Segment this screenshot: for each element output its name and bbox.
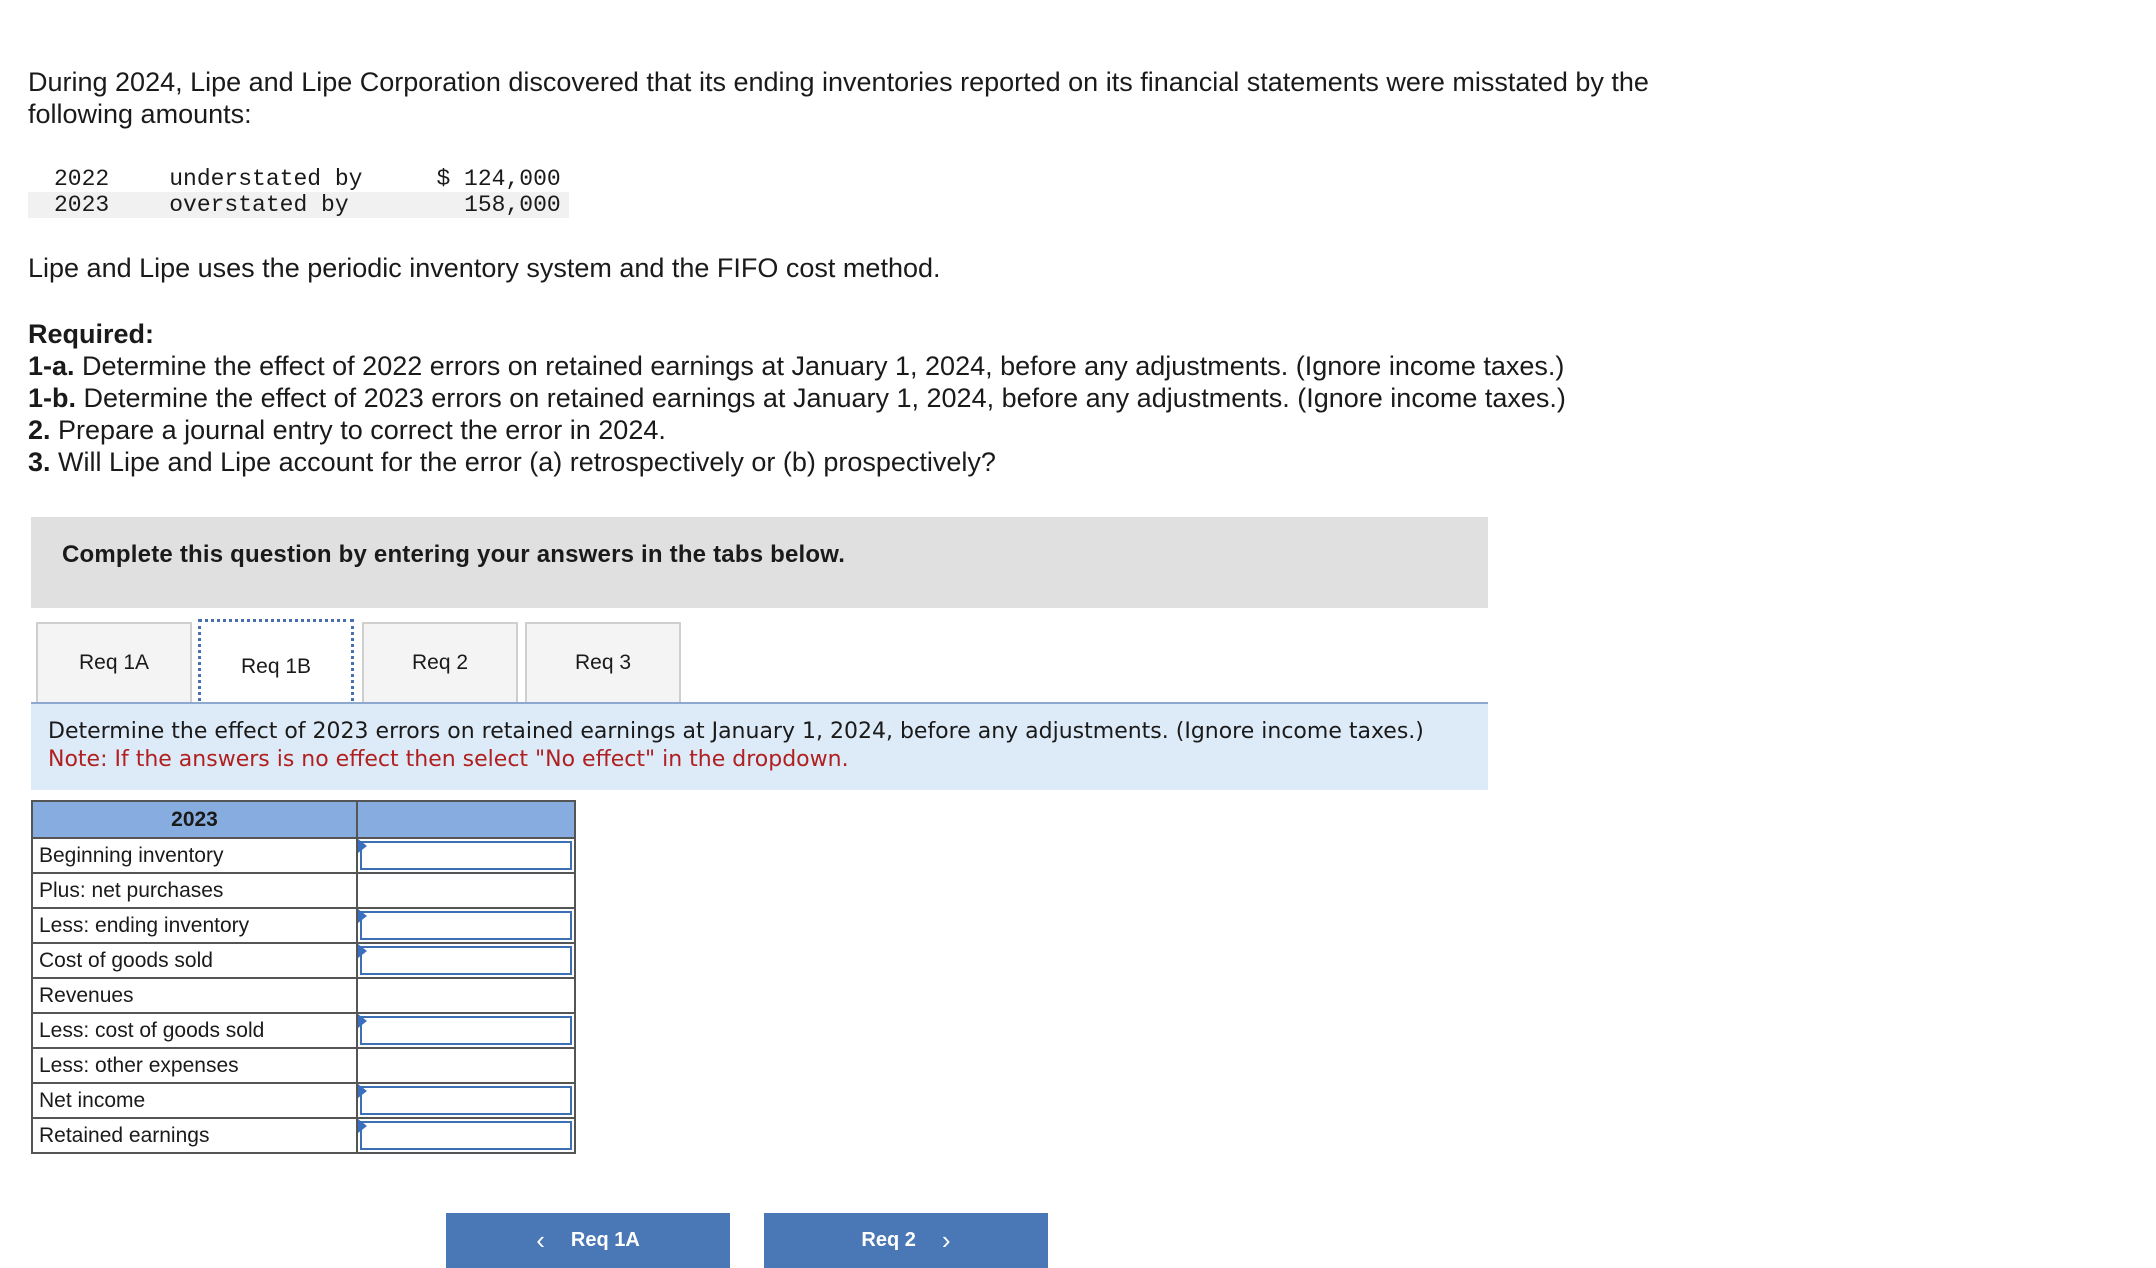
problem-intro: During 2024, Lipe and Lipe Corporation discovered that its ending inventories reported on its financial statements were misstated by the following amounts: [28, 67, 1649, 129]
row-label: Retained earnings [32, 1118, 357, 1153]
requirement-text: Will Lipe and Lipe account for the error (a) retrospectively or (b) prospectively? [50, 447, 996, 477]
requirement-number: 2. [28, 415, 51, 445]
effect-dropdown[interactable] [357, 908, 575, 943]
prev-button-label: Req 1A [570, 1229, 640, 1251]
misstatement-direction: understated by [169, 166, 363, 192]
answer-table-header-blank [357, 801, 575, 838]
dropdown-marker-icon [358, 909, 367, 923]
next-button-label: Req 2 [861, 1229, 916, 1251]
row-label: Cost of goods sold [32, 943, 357, 978]
table-row [32, 1083, 575, 1118]
row-label: Less: cost of goods sold [32, 1013, 357, 1048]
requirement-item [28, 350, 1566, 382]
dropdown-marker-icon [358, 1084, 367, 1098]
row-label: Plus: net purchases [32, 873, 357, 908]
requirements-block [28, 318, 1566, 478]
next-req-button[interactable] [764, 1213, 1048, 1268]
tab-req-3[interactable]: Req 3 [525, 622, 681, 704]
answer-table-header: 2023 [32, 801, 357, 838]
misstatement-row [28, 192, 569, 218]
tab-req-2[interactable]: Req 2 [362, 622, 518, 704]
table-row [32, 838, 575, 873]
instruction-text: Complete this question by entering your answers in the tabs below. [62, 541, 846, 568]
dropdown-marker-icon [358, 944, 367, 958]
blank-cell [357, 1048, 575, 1083]
requirement-item [28, 414, 1566, 446]
requirement-number: 1-a. [28, 351, 75, 381]
table-row [32, 1013, 575, 1048]
instruction-bar [31, 517, 1488, 608]
row-label: Net income [32, 1083, 357, 1118]
requirement-item [28, 382, 1566, 414]
table-row [32, 1118, 575, 1153]
misstatement-year: 2022 [54, 166, 110, 192]
dropdown-marker-icon [358, 1119, 367, 1133]
misstatement-direction: overstated by [135, 192, 424, 218]
tab-req-1b[interactable]: Req 1B [198, 619, 354, 707]
requirement-number: 1-b. [28, 383, 77, 413]
misstatement-amount: 158,000 [424, 192, 568, 218]
dropdown-marker-icon [358, 1014, 367, 1028]
requirement-item [28, 446, 1566, 478]
required-heading: Required: [28, 319, 155, 349]
requirement-number: 3. [28, 447, 51, 477]
effect-dropdown[interactable] [357, 838, 575, 873]
requirement-text: Prepare a journal entry to correct the error in 2024. [50, 415, 666, 445]
dropdown-marker-icon [358, 839, 367, 853]
blank-cell [357, 978, 575, 1013]
blank-cell [357, 873, 575, 908]
misstatement-row [28, 166, 569, 192]
answer-table [31, 800, 576, 1154]
table-row [32, 978, 575, 1013]
row-label: Less: other expenses [32, 1048, 357, 1083]
requirement-text: Determine the effect of 2022 errors on retained earnings at January 1, 2024, before any adjustments. (Ignore income taxes.) [74, 351, 1565, 381]
effect-dropdown[interactable] [357, 1118, 575, 1153]
table-row [32, 873, 575, 908]
question-panel [31, 704, 1488, 790]
requirement-text: Determine the effect of 2023 errors on retained earnings at January 1, 2024, before any adjustments. (Ignore income taxes.) [76, 383, 1566, 413]
system-description: Lipe and Lipe uses the periodic inventory system and the FIFO cost method. [28, 253, 941, 283]
misstatement-table [28, 166, 569, 218]
tab-req-1a[interactable]: Req 1A [36, 622, 192, 704]
question-text: Determine the effect of 2023 errors on retained earnings at January 1, 2024, before any adjustments. (Ignore income taxes.) [48, 719, 1424, 744]
row-label: Less: ending inventory [32, 908, 357, 943]
question-note: Note: If the answers is no effect then select "No effect" in the dropdown. [48, 747, 849, 772]
effect-dropdown[interactable] [357, 1083, 575, 1118]
row-label: Beginning inventory [32, 838, 357, 873]
chevron-right-icon: › [941, 1225, 951, 1255]
misstatement-year: 2023 [28, 192, 135, 218]
table-row [32, 908, 575, 943]
effect-dropdown[interactable] [357, 943, 575, 978]
chevron-left-icon: ‹ [536, 1225, 545, 1255]
row-label: Revenues [32, 978, 357, 1013]
misstatement-amount: $ 124,000 [436, 166, 561, 192]
table-row [32, 943, 575, 978]
prev-req-button[interactable] [446, 1213, 730, 1268]
effect-dropdown[interactable] [357, 1013, 575, 1048]
table-row [32, 1048, 575, 1083]
